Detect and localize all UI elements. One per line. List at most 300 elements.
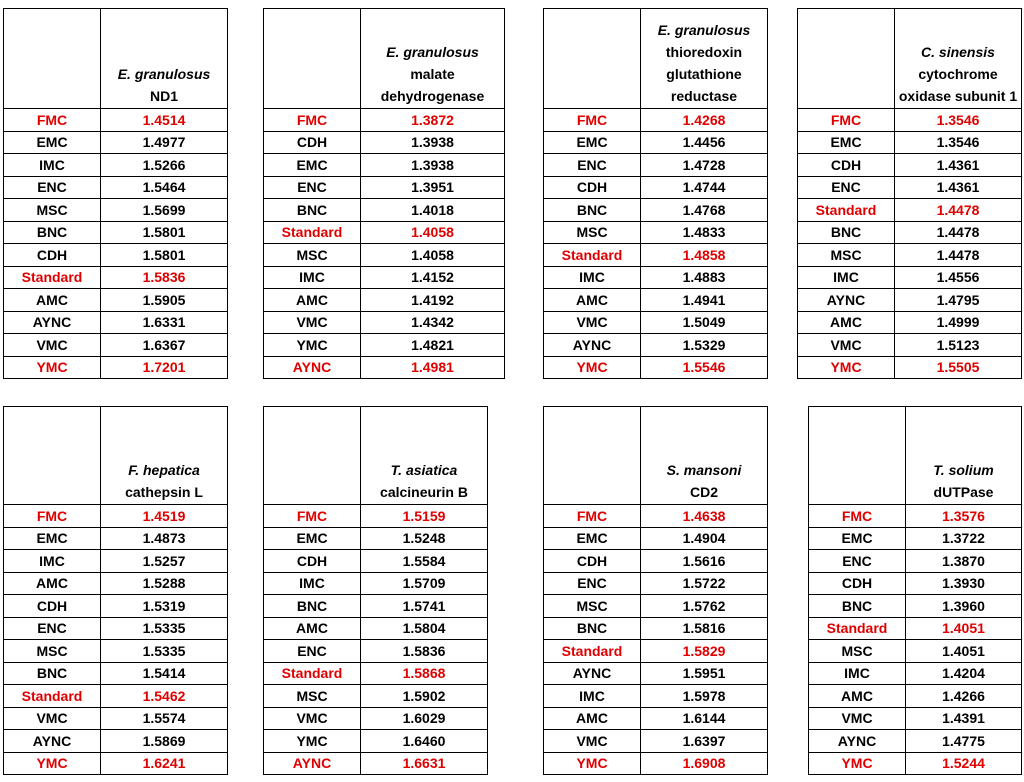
table-row: [809, 752, 1022, 775]
row-label: Standard: [264, 662, 361, 685]
table-row: [809, 685, 1022, 708]
row-value: 1.5836: [101, 266, 228, 289]
table-row: [544, 527, 768, 550]
table-row: [4, 266, 228, 289]
row-value: 1.5902: [361, 685, 488, 708]
row-value: 1.5978: [641, 685, 768, 708]
row-value: 1.4981: [361, 356, 505, 379]
row-value: 1.6908: [641, 752, 768, 775]
row-value: 1.4883: [641, 266, 768, 289]
table-row: [264, 752, 488, 775]
gene-name: thioredoxin glutathione reductase: [665, 44, 743, 104]
table-row: [544, 289, 768, 312]
row-label: MSC: [809, 640, 906, 663]
distance-table: [263, 406, 488, 775]
header-blank-cell: [264, 9, 361, 109]
row-value: 1.5414: [101, 662, 228, 685]
row-label: VMC: [809, 707, 906, 730]
table-row: [264, 685, 488, 708]
table-row: [544, 640, 768, 663]
table-row: [264, 109, 505, 132]
row-label: YMC: [4, 752, 101, 775]
row-value: 1.5709: [361, 572, 488, 595]
row-value: 1.3872: [361, 109, 505, 132]
table-row: [544, 662, 768, 685]
row-label: CDH: [264, 550, 361, 573]
row-value: 1.5801: [101, 244, 228, 267]
table-row: [544, 154, 768, 177]
table-row: [798, 221, 1022, 244]
table-row: [544, 707, 768, 730]
row-value: 1.5699: [101, 199, 228, 222]
row-label: CDH: [4, 244, 101, 267]
species-name: T. asiatica: [390, 462, 458, 478]
table-row: [798, 131, 1022, 154]
row-label: VMC: [4, 334, 101, 357]
table-row: [809, 505, 1022, 528]
row-label: FMC: [264, 505, 361, 528]
table-row: [544, 505, 768, 528]
row-label: AYNC: [809, 730, 906, 753]
table-row: [264, 707, 488, 730]
table-panel: [263, 8, 505, 379]
row-label: BNC: [4, 221, 101, 244]
row-label: ENC: [264, 176, 361, 199]
row-label: VMC: [4, 707, 101, 730]
row-value: 1.5741: [361, 595, 488, 618]
table-row: [809, 730, 1022, 753]
row-label: YMC: [798, 356, 895, 379]
row-label: CDH: [544, 176, 641, 199]
row-value: 1.4018: [361, 199, 505, 222]
row-value: 1.5329: [641, 334, 768, 357]
row-value: 1.5584: [361, 550, 488, 573]
row-value: 1.5762: [641, 595, 768, 618]
row-label: AMC: [4, 289, 101, 312]
table-row: [4, 311, 228, 334]
row-value: 1.6631: [361, 752, 488, 775]
row-label: MSC: [4, 199, 101, 222]
table-row: [264, 730, 488, 753]
row-label: YMC: [264, 334, 361, 357]
row-label: MSC: [544, 221, 641, 244]
table-row: [798, 154, 1022, 177]
table-row: [544, 617, 768, 640]
table-row: [264, 617, 488, 640]
table-row: [544, 572, 768, 595]
table-row: [4, 244, 228, 267]
row-label: ENC: [4, 617, 101, 640]
table-row: [4, 131, 228, 154]
table-row: [264, 289, 505, 312]
table-row: [544, 595, 768, 618]
distance-table: [797, 8, 1022, 379]
row-value: 1.5801: [101, 221, 228, 244]
species-name: C. sinensis: [921, 44, 995, 60]
table-row: [4, 595, 228, 618]
row-label: FMC: [544, 109, 641, 132]
row-value: 1.5159: [361, 505, 488, 528]
row-label: FMC: [4, 505, 101, 528]
row-value: 1.3546: [895, 131, 1022, 154]
table-row: [264, 550, 488, 573]
table-row: [544, 730, 768, 753]
row-label: BNC: [798, 221, 895, 244]
table-row: [544, 244, 768, 267]
row-value: 1.4744: [641, 176, 768, 199]
header-blank-cell: [544, 9, 641, 109]
table-row: [264, 595, 488, 618]
table-row: [809, 550, 1022, 573]
row-label: IMC: [264, 266, 361, 289]
row-label: AYNC: [798, 289, 895, 312]
table-row: [798, 109, 1022, 132]
row-label: AYNC: [544, 334, 641, 357]
row-label: CDH: [809, 572, 906, 595]
table-row: [264, 221, 505, 244]
row-label: MSC: [4, 640, 101, 663]
row-label: Standard: [544, 244, 641, 267]
row-label: YMC: [544, 356, 641, 379]
row-value: 1.4058: [361, 244, 505, 267]
row-value: 1.6331: [101, 311, 228, 334]
row-value: 1.5266: [101, 154, 228, 177]
row-label: Standard: [4, 266, 101, 289]
table-row: [4, 221, 228, 244]
header-title-cell: [641, 407, 768, 505]
header-title-cell: [361, 9, 505, 109]
row-label: FMC: [544, 505, 641, 528]
table-panel: [797, 8, 1022, 379]
table-panel: [263, 406, 488, 775]
row-value: 1.4478: [895, 221, 1022, 244]
row-label: AMC: [809, 685, 906, 708]
table-row: [544, 334, 768, 357]
table-header-row: [264, 407, 488, 505]
row-value: 1.4361: [895, 176, 1022, 199]
row-value: 1.4977: [101, 131, 228, 154]
table-row: [809, 662, 1022, 685]
distance-table: [808, 406, 1022, 775]
header-blank-cell: [809, 407, 906, 505]
table-row: [544, 176, 768, 199]
table-row: [4, 550, 228, 573]
row-label: YMC: [4, 356, 101, 379]
table-row: [264, 266, 505, 289]
row-value: 1.5836: [361, 640, 488, 663]
row-label: YMC: [264, 730, 361, 753]
row-label: YMC: [544, 752, 641, 775]
header-title-cell: [895, 9, 1022, 109]
table-row: [264, 572, 488, 595]
row-label: IMC: [544, 266, 641, 289]
header-title-cell: [101, 407, 228, 505]
row-label: Standard: [809, 617, 906, 640]
row-label: ENC: [544, 572, 641, 595]
row-label: MSC: [264, 244, 361, 267]
table-row: [264, 640, 488, 663]
table-row: [809, 707, 1022, 730]
row-value: 1.4999: [895, 311, 1022, 334]
table-row: [544, 685, 768, 708]
row-label: BNC: [264, 199, 361, 222]
row-label: BNC: [544, 199, 641, 222]
row-label: ENC: [264, 640, 361, 663]
table-row: [809, 640, 1022, 663]
row-label: CDH: [798, 154, 895, 177]
row-label: VMC: [544, 730, 641, 753]
row-value: 1.5616: [641, 550, 768, 573]
row-value: 1.5869: [101, 730, 228, 753]
row-value: 1.5319: [101, 595, 228, 618]
gene-name: CD2: [689, 484, 718, 500]
table-header-row: [4, 9, 228, 109]
table-row: [809, 617, 1022, 640]
row-value: 1.3546: [895, 109, 1022, 132]
row-label: ENC: [809, 550, 906, 573]
row-label: IMC: [4, 550, 101, 573]
row-value: 1.5905: [101, 289, 228, 312]
table-row: [798, 311, 1022, 334]
row-value: 1.5257: [101, 550, 228, 573]
table-row: [544, 752, 768, 775]
row-label: BNC: [544, 617, 641, 640]
distance-table: [543, 8, 768, 379]
distance-table: [3, 406, 228, 775]
row-value: 1.4456: [641, 131, 768, 154]
table-header-row: [544, 407, 768, 505]
row-value: 1.5804: [361, 617, 488, 640]
header-blank-cell: [544, 407, 641, 505]
row-label: AYNC: [4, 311, 101, 334]
row-value: 1.3930: [906, 572, 1022, 595]
row-value: 1.5335: [101, 617, 228, 640]
row-value: 1.6460: [361, 730, 488, 753]
species-name: E. granulosus: [386, 44, 479, 60]
table-row: [4, 356, 228, 379]
row-value: 1.3960: [906, 595, 1022, 618]
gene-name: dUTPase: [933, 484, 994, 500]
table-row: [264, 154, 505, 177]
table-row: [264, 334, 505, 357]
row-label: IMC: [544, 685, 641, 708]
row-value: 1.4058: [361, 221, 505, 244]
row-label: ENC: [4, 176, 101, 199]
table-row: [798, 244, 1022, 267]
table-panel: [808, 406, 1022, 775]
row-value: 1.4858: [641, 244, 768, 267]
row-value: 1.4873: [101, 527, 228, 550]
table-row: [544, 131, 768, 154]
row-value: 1.4519: [101, 505, 228, 528]
table-row: [4, 154, 228, 177]
row-label: IMC: [798, 266, 895, 289]
row-value: 1.4833: [641, 221, 768, 244]
table-row: [798, 266, 1022, 289]
row-value: 1.5288: [101, 572, 228, 595]
row-value: 1.7201: [101, 356, 228, 379]
row-label: AYNC: [544, 662, 641, 685]
table-panel: [543, 8, 768, 379]
row-value: 1.5049: [641, 311, 768, 334]
header-title-cell: [641, 9, 768, 109]
row-value: 1.4266: [906, 685, 1022, 708]
row-value: 1.5868: [361, 662, 488, 685]
row-label: FMC: [798, 109, 895, 132]
table-header-row: [264, 9, 505, 109]
row-label: VMC: [544, 311, 641, 334]
row-value: 1.4556: [895, 266, 1022, 289]
row-label: EMC: [809, 527, 906, 550]
table-row: [4, 199, 228, 222]
row-value: 1.5123: [895, 334, 1022, 357]
species-name: E. granulosus: [657, 22, 751, 38]
table-row: [264, 131, 505, 154]
distance-table: [3, 8, 228, 379]
row-value: 1.3951: [361, 176, 505, 199]
table-row: [4, 730, 228, 753]
table-panel: [3, 406, 228, 775]
table-row: [264, 176, 505, 199]
row-value: 1.5335: [101, 640, 228, 663]
species-name: S. mansoni: [666, 462, 742, 478]
header-blank-cell: [798, 9, 895, 109]
row-value: 1.6144: [641, 707, 768, 730]
table-row: [544, 550, 768, 573]
table-row: [4, 334, 228, 357]
species-name: E. granulosus: [117, 66, 211, 82]
row-value: 1.4478: [895, 244, 1022, 267]
species-name: T. solium: [933, 462, 994, 478]
table-row: [264, 662, 488, 685]
row-value: 1.5722: [641, 572, 768, 595]
row-label: CDH: [544, 550, 641, 573]
table-row: [4, 617, 228, 640]
header-blank-cell: [4, 9, 101, 109]
table-row: [264, 505, 488, 528]
row-label: AYNC: [4, 730, 101, 753]
table-row: [4, 289, 228, 312]
row-label: BNC: [4, 662, 101, 685]
table-panel: [543, 406, 768, 775]
row-label: VMC: [264, 707, 361, 730]
row-label: AYNC: [264, 356, 361, 379]
row-value: 1.6367: [101, 334, 228, 357]
row-label: BNC: [809, 595, 906, 618]
species-name: F. hepatica: [128, 462, 200, 478]
table-header-row: [4, 407, 228, 505]
row-value: 1.5244: [906, 752, 1022, 775]
table-row: [264, 244, 505, 267]
row-value: 1.5546: [641, 356, 768, 379]
row-label: Standard: [544, 640, 641, 663]
row-label: EMC: [4, 131, 101, 154]
header-title-cell: [361, 407, 488, 505]
row-label: ENC: [798, 176, 895, 199]
row-value: 1.4795: [895, 289, 1022, 312]
gene-name: cytochrome oxidase subunit 1: [898, 66, 1018, 104]
row-value: 1.4192: [361, 289, 505, 312]
row-value: 1.4204: [906, 662, 1022, 685]
table-row: [4, 176, 228, 199]
row-value: 1.4728: [641, 154, 768, 177]
table-row: [4, 109, 228, 132]
header-title-cell: [101, 9, 228, 109]
row-label: AYNC: [264, 752, 361, 775]
row-label: ENC: [544, 154, 641, 177]
table-row: [264, 527, 488, 550]
distance-table: [263, 8, 505, 379]
table-row: [4, 572, 228, 595]
row-label: IMC: [4, 154, 101, 177]
table-row: [798, 199, 1022, 222]
row-value: 1.4268: [641, 109, 768, 132]
table-panel: [3, 8, 228, 379]
row-label: FMC: [809, 505, 906, 528]
table-header-row: [809, 407, 1022, 505]
gene-name: cathepsin L: [125, 484, 203, 500]
row-label: Standard: [4, 685, 101, 708]
table-row: [4, 752, 228, 775]
row-value: 1.4391: [906, 707, 1022, 730]
row-label: AMC: [544, 707, 641, 730]
row-value: 1.4514: [101, 109, 228, 132]
row-label: MSC: [264, 685, 361, 708]
table-row: [264, 356, 505, 379]
table-row: [809, 527, 1022, 550]
row-label: CDH: [4, 595, 101, 618]
table-row: [264, 311, 505, 334]
row-value: 1.5462: [101, 685, 228, 708]
table-row: [4, 640, 228, 663]
gene-name: ND1: [149, 88, 178, 104]
row-label: AMC: [544, 289, 641, 312]
table-row: [4, 527, 228, 550]
row-value: 1.5464: [101, 176, 228, 199]
row-label: AMC: [4, 572, 101, 595]
header-blank-cell: [264, 407, 361, 505]
distance-table: [543, 406, 768, 775]
row-value: 1.5574: [101, 707, 228, 730]
row-label: EMC: [264, 154, 361, 177]
table-row: [544, 199, 768, 222]
row-value: 1.6241: [101, 752, 228, 775]
header-title-cell: [906, 407, 1022, 505]
row-label: EMC: [798, 131, 895, 154]
row-label: EMC: [264, 527, 361, 550]
row-label: EMC: [544, 527, 641, 550]
table-row: [809, 595, 1022, 618]
header-blank-cell: [4, 407, 101, 505]
row-value: 1.4941: [641, 289, 768, 312]
table-header-row: [798, 9, 1022, 109]
row-label: EMC: [4, 527, 101, 550]
table-row: [798, 176, 1022, 199]
table-row: [264, 199, 505, 222]
table-row: [798, 289, 1022, 312]
table-row: [544, 266, 768, 289]
row-value: 1.5816: [641, 617, 768, 640]
row-value: 1.4361: [895, 154, 1022, 177]
table-row: [544, 109, 768, 132]
row-label: CDH: [264, 131, 361, 154]
row-value: 1.4821: [361, 334, 505, 357]
gene-name: calcineurin B: [380, 484, 468, 500]
table-row: [4, 505, 228, 528]
row-label: IMC: [264, 572, 361, 595]
row-value: 1.5505: [895, 356, 1022, 379]
row-value: 1.5951: [641, 662, 768, 685]
